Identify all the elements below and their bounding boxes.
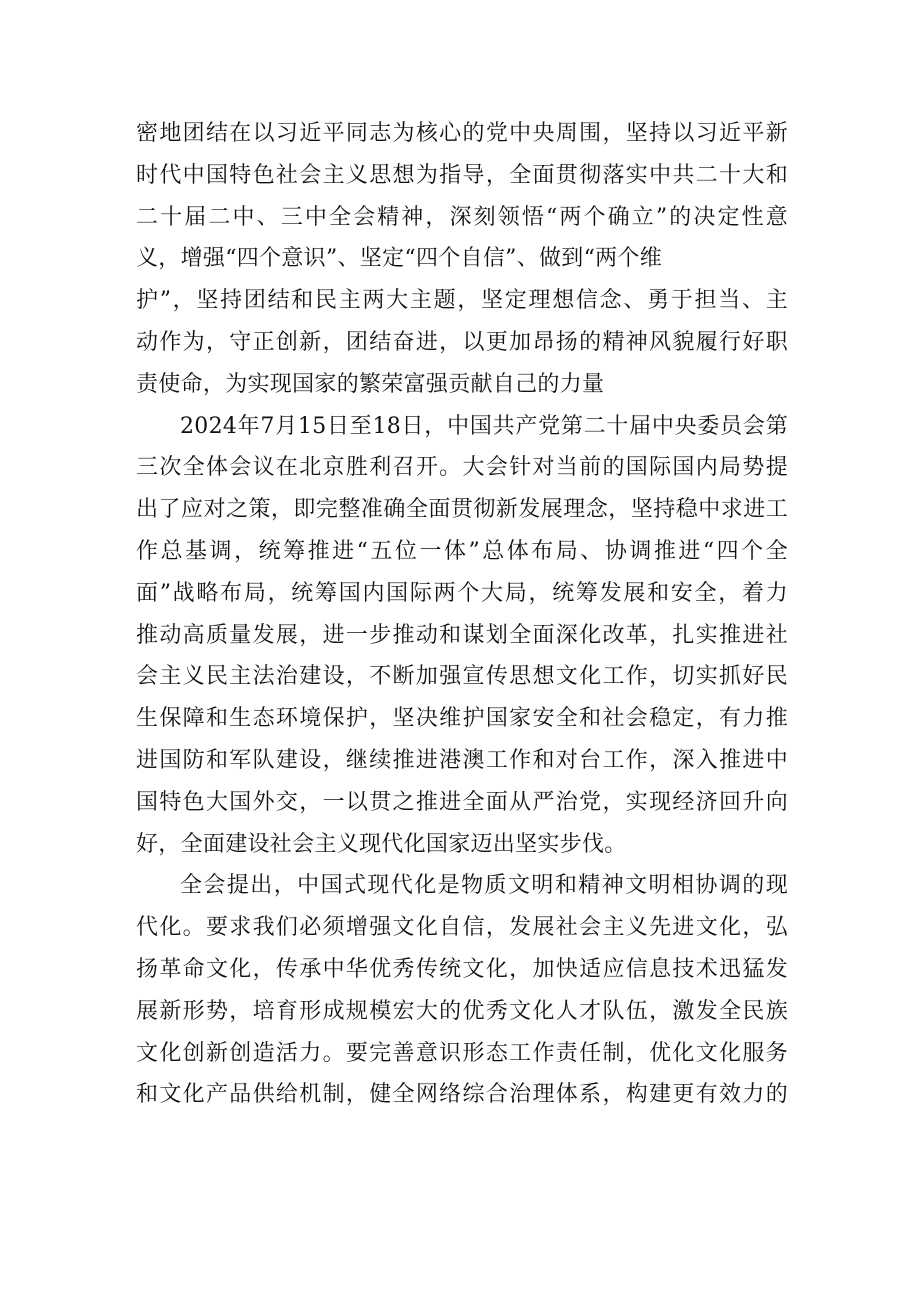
text-line: 面”战略布局，统筹国内国际两个大局，统筹发展和安全，着力 xyxy=(136,580,788,606)
text-line: 护”，坚持团结和民主两大主题，坚定理想信念、勇于担当、主 xyxy=(136,288,788,314)
text-line: 出了应对之策，即完整准确全面贯彻新发展理念，坚持稳中求进工 xyxy=(136,497,788,523)
text-line: 展新形势，培育形成规模宏大的优秀文化人才队伍，激发全民族 xyxy=(136,998,788,1024)
text-line: 2024年7月15日至18日，中国共产党第二十届中央委员会第 xyxy=(180,413,788,439)
text-line: 进国防和军队建设，继续推进港澳工作和对台工作，深入推进中 xyxy=(136,747,788,773)
text-line: 动作为，守正创新，团结奋进，以更加昂扬的精神风貌履行好职 xyxy=(136,329,788,355)
text-line: 责使命，为实现国家的繁荣富强贡献自己的力量 xyxy=(136,371,605,397)
text-line: 好，全面建设社会主义现代化国家迈出坚实步伐。 xyxy=(136,831,627,857)
body-text xyxy=(136,113,788,1116)
text-line: 密地团结在以习近平同志为核心的党中央周围，坚持以习近平新 xyxy=(136,121,788,146)
text-line: 国特色大国外交，一以贯之推进全面从严治党，实现经济回升向 xyxy=(136,789,788,815)
text-line: 时代中国特色社会主义思想为指导，全面贯彻落实中共二十大和 xyxy=(136,162,788,188)
text-line: 作总基调，统筹推进“五位一体”总体布局、协调推进“四个全 xyxy=(136,538,788,564)
text-line: 全会提出，中国式现代化是物质文明和精神文明相协调的现 xyxy=(180,873,788,899)
text-line: 代化。要求我们必须增强文化自信，发展社会主义先进文化，弘 xyxy=(136,915,788,941)
text-line: 二十届二中、三中全会精神，深刻领悟“两个确立”的决定性意 xyxy=(136,204,788,230)
text-line: 扬革命文化，传承中华优秀传统文化，加快适应信息技术迅猛发 xyxy=(136,956,788,982)
text-line: 文化创新创造活力。要完善意识形态工作责任制，优化文化服务 xyxy=(136,1040,788,1066)
text-line: 和文化产品供给机制，健全网络综合治理体系，构建更有效力的 xyxy=(136,1082,788,1108)
text-line: 会主义民主法治建设，不断加强宣传思想文化工作，切实抓好民 xyxy=(136,664,788,690)
text-line: 生保障和生态环境保护，坚决维护国家安全和社会稳定，有力推 xyxy=(136,706,788,732)
text-line: 义，增强“四个意识”、坚定“四个自信”、做到“两个维 xyxy=(136,246,663,272)
text-line: 三次全体会议在北京胜利召开。大会针对当前的国际国内局势提 xyxy=(136,455,788,481)
text-line: 推动高质量发展，进一步推动和谋划全面深化改革，扎实推进社 xyxy=(136,622,788,648)
